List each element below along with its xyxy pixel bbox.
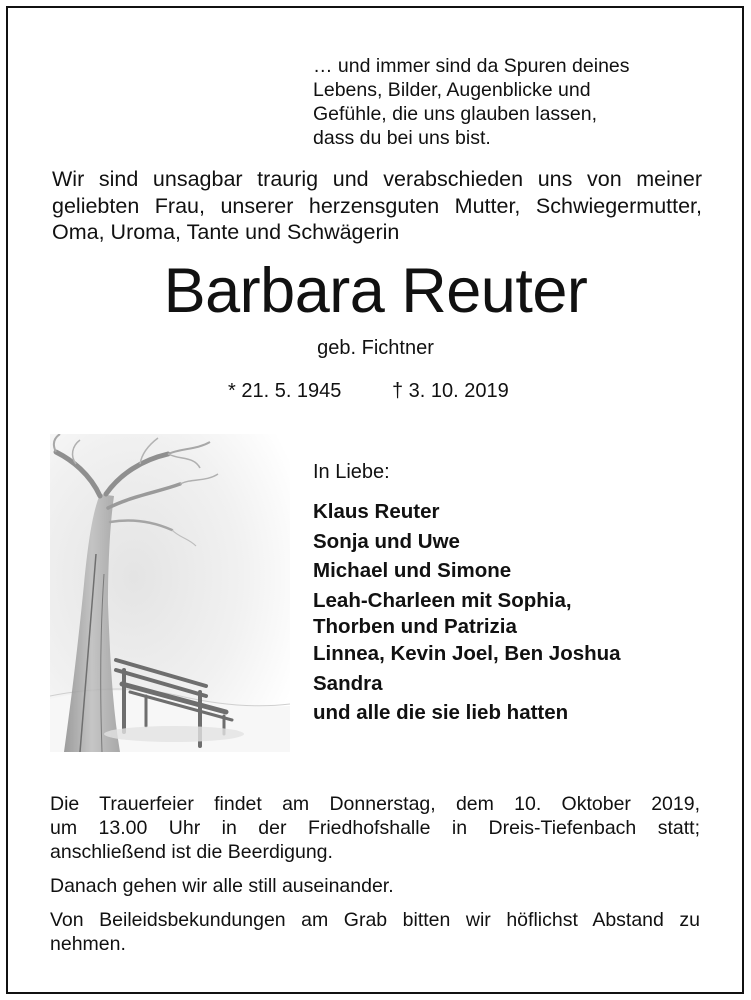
poem-quote <box>313 54 713 150</box>
intro-line: Wir sind unsagbar traurig und verabschieden uns von meiner <box>52 167 702 191</box>
afterwards-note: Danach gehen wir alle still auseinander. <box>50 875 394 897</box>
intro-line: geliebten Frau, unserer herzensguten Mutter, Schwiegermutter, <box>52 193 702 218</box>
mourner-line: und alle die sie lieb hatten <box>313 701 569 724</box>
tree-and-bench-illustration <box>50 434 290 752</box>
mourner-line: Thorben und Patrizia <box>313 615 517 638</box>
birth-date: * 21. 5. 1945 <box>228 380 342 402</box>
mourners-intro: In Liebe: <box>313 461 390 483</box>
mourner-line: Michael und Simone <box>313 559 512 582</box>
funeral-information <box>50 792 700 956</box>
funeral-line: um 13.00 Uhr in der Friedhofshalle in Dreis-Tiefenbach statt; <box>50 817 700 839</box>
mourner-line: Leah-Charleen mit Sophia, <box>313 588 572 612</box>
poem-line: Gefühle, die uns glauben lassen, <box>313 103 598 125</box>
condolence-note: nehmen. <box>50 933 126 955</box>
deceased-name: Barbara Reuter <box>163 256 588 326</box>
mourner-line: Klaus Reuter <box>313 500 440 523</box>
mourner-line: Sonja und Uwe <box>313 529 460 553</box>
maiden-name: geb. Fichtner <box>317 337 434 359</box>
poem-line: Lebens, Bilder, Augenblicke und <box>313 79 591 101</box>
mourners-list <box>313 497 733 728</box>
intro-text <box>52 166 702 246</box>
death-date: † 3. 10. 2019 <box>392 380 509 402</box>
mourner-line: Linnea, Kevin Joel, Ben Joshua <box>313 642 621 665</box>
mourner-line: Sandra <box>313 671 383 695</box>
funeral-line: anschließend ist die Beerdigung. <box>50 841 333 863</box>
intro-line: Oma, Uroma, Tante und Schwägerin <box>52 220 400 244</box>
poem-line: dass du bei uns bist. <box>313 127 491 149</box>
poem-line: … und immer sind da Spuren deines <box>313 55 630 77</box>
funeral-line: Die Trauerfeier findet am Donnerstag, dem 10. Oktober 2019, <box>50 793 700 815</box>
condolence-note: Von Beileidsbekundungen am Grab bitten wir höflichst Abstand zu <box>50 909 700 931</box>
